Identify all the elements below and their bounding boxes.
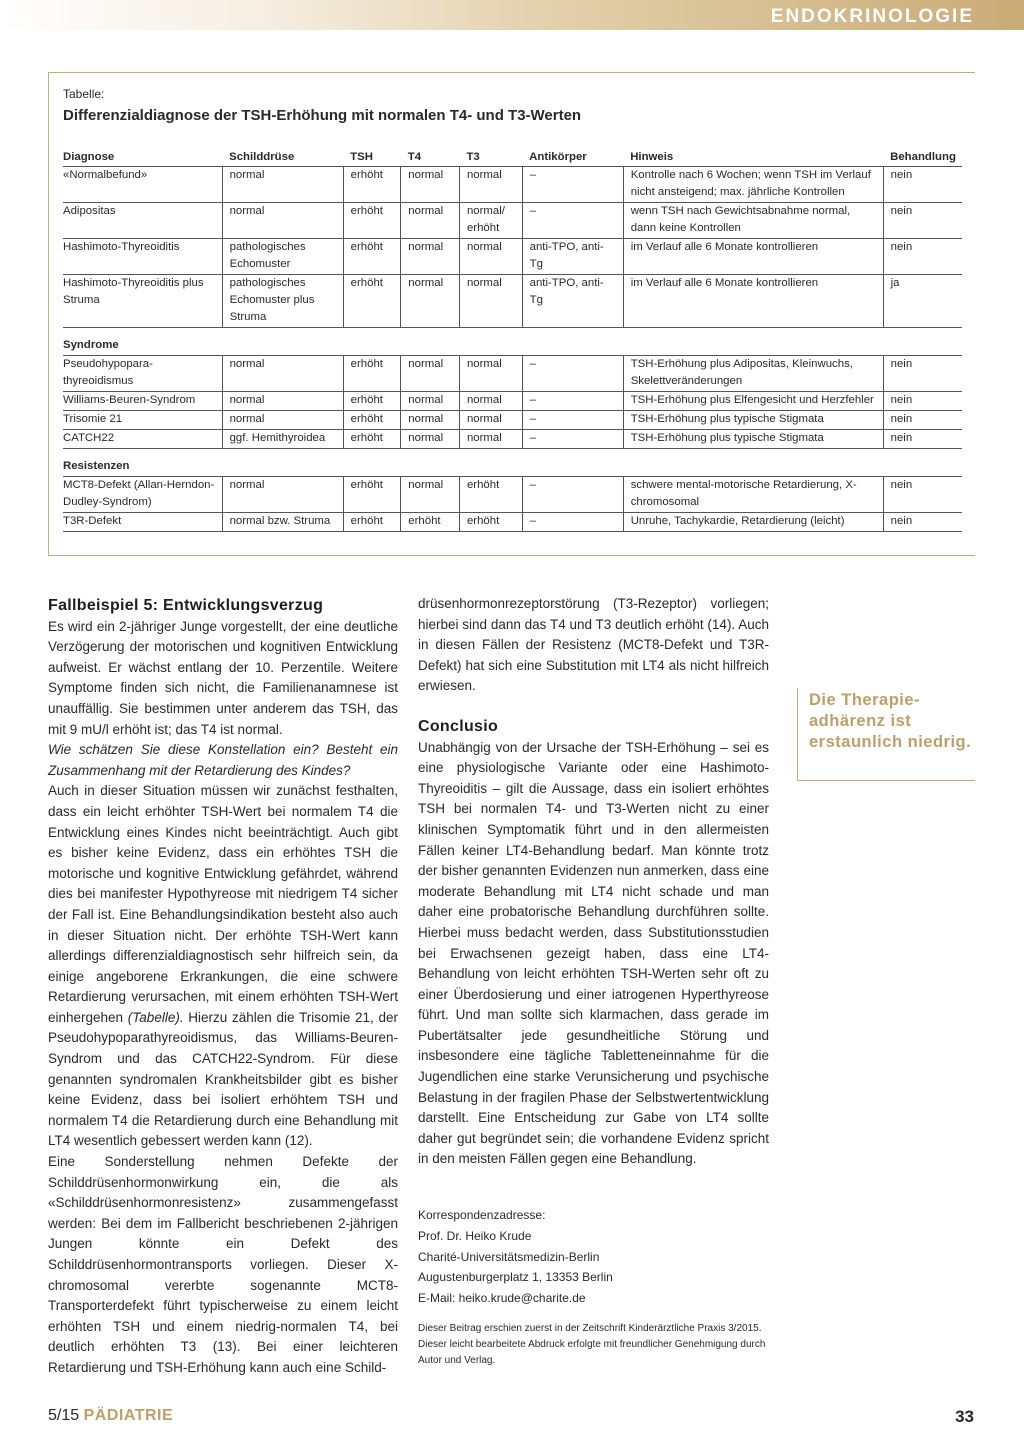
correspondence-email: E-Mail: heiko.krude@charite.de: [418, 1291, 586, 1306]
table-cell: erhöht: [343, 203, 401, 239]
table-cell: TSH-Erhöhung plus Elfengesicht und Herzfehler: [623, 392, 883, 411]
answer-paragraph: [48, 781, 398, 1152]
table-cell: erhöht: [343, 513, 401, 532]
table-cell: erhöht: [343, 477, 401, 513]
footer-journal: [48, 1407, 173, 1425]
table-cell: erhöht: [343, 167, 401, 203]
table-cell: normal: [401, 477, 460, 513]
table-cell: nein: [883, 411, 962, 430]
table-cell: normal: [459, 167, 522, 203]
table-row: [63, 477, 962, 513]
column-header: Hinweis: [623, 149, 883, 167]
table-cell: Unruhe, Tachykardie, Retardierung (leicht): [623, 513, 883, 532]
table-cell: normal: [459, 275, 522, 328]
table-cell: normal: [401, 203, 460, 239]
table-cell: pathologisches Echomuster: [222, 239, 343, 275]
issue-number: 5/15: [48, 1407, 80, 1424]
table-cell: im Verlauf alle 6 Monate kontrollieren: [623, 275, 883, 328]
table-cell: pathologisches Echomuster plus Struma: [222, 275, 343, 328]
table-cell: TSH-Erhöhung plus typische Stigmata: [623, 430, 883, 449]
table-cell: Kontrolle nach 6 Wochen; wenn TSH im Verlauf nicht ansteigend; max. jährliche Kontrollen: [623, 167, 883, 203]
table-row: [63, 203, 962, 239]
column-header: T3: [459, 149, 522, 167]
table-cell: normal: [401, 167, 460, 203]
table-cell: nein: [883, 513, 962, 532]
table-cell: normal: [401, 275, 460, 328]
table-cell: erhöht: [459, 477, 522, 513]
table-cell: ja: [883, 275, 962, 328]
table-cell: erhöht: [343, 411, 401, 430]
answer-text: Auch in dieser Situation müssen wir zunächst festhalten, dass ein leicht erhöhter TSH-Wert bei normalem T4 die Entwicklung eines Kindes nicht beeinträchtigt. Auch gibt es bisher keine Evidenz, dass ein erhöhtes TSH die motorische und kognitive Entwicklung gefährdet, während dies bei manifester Hypothyreose mit niedrigem T4 sicher der Fall ist. Eine Behandlungsindikation besteht also auch in dieser Situation nicht. Der erhöhte TSH-Wert kann allerdings differenzialdiagnostisch sehr hilfreich sein, da einige angeborene Erkrankungen, die eine schwere Retardierung verursachen, mit einem erhöhten TSH-Wert einhergehen: [48, 783, 398, 1025]
column-header: Antikörper: [522, 149, 623, 167]
table-cell: Trisomie 21: [63, 411, 222, 430]
table-cell: –: [522, 203, 623, 239]
table-cell: normal: [401, 430, 460, 449]
table-cell: schwere mental-motorische Retardierung, X-chromosomal: [623, 477, 883, 513]
table-cell: ggf. Hemithyroidea: [222, 430, 343, 449]
table-title: Differenzialdiagnose der TSH-Erhöhung mit normalen T4- und T3-Werten: [63, 107, 582, 124]
table-cell: Williams-Beuren-Syndrom: [63, 392, 222, 411]
table-cell: normal: [222, 167, 343, 203]
table-cell: nein: [883, 430, 962, 449]
table-cell: nein: [883, 356, 962, 392]
table-cell: Hashimoto-Thyreoiditis plus Struma: [63, 275, 222, 328]
table-cell: –: [522, 411, 623, 430]
table-row: [63, 167, 962, 203]
table-cell: normal: [222, 392, 343, 411]
conclusion-heading: Conclusio: [418, 717, 499, 735]
table-cell: erhöht: [343, 275, 401, 328]
table-section-row: [63, 449, 962, 477]
table-cell: «Normalbefund»: [63, 167, 222, 203]
differential-diagnosis-table: [63, 149, 962, 532]
table-cell: normal: [459, 356, 522, 392]
answer-text-cont: Hierzu zählen die Trisomie 21, der Pseudohypoparathyreoidismus, das Williams-Beuren-Syndrom und das CATCH22-Syndrom. Für diese genannten syndromalen Krankheitsbilder gibt es bisher keine Evidenz, dass bei isoliert erhöhtem TSH und normalem T4 die Retardierung durch eine Behandlung mit LT4 wesentlich gebessert werden kann (12).: [48, 1009, 398, 1149]
table-cell: –: [522, 392, 623, 411]
table-cell: normal: [222, 356, 343, 392]
table-cell: –: [522, 513, 623, 532]
correspondence: [418, 1205, 613, 1309]
table-section-row: [63, 328, 962, 356]
table-row: [63, 513, 962, 532]
pull-quote: Die Therapie-adhärenz ist erstaunlich niedrig.: [809, 691, 972, 751]
table-cell: erhöht: [459, 513, 522, 532]
table-cell: CATCH22: [63, 430, 222, 449]
table-cell: T3R-Defekt: [63, 513, 222, 532]
table-cell: erhöht: [343, 356, 401, 392]
table-label: Tabelle:: [63, 87, 105, 101]
table-cell: –: [522, 477, 623, 513]
table-cell: nein: [883, 239, 962, 275]
conclusion-paragraph: Unabhängig von der Ursache der TSH-Erhöhung – sei es eine physiologische Variante oder eine Hashimoto-Thyreoiditis – gilt die Aussage, dass ein isoliert erhöhtes TSH bei normalen T4- und T3-Werten nicht zu einer klinischen Symptomatik führt und in den allermeisten Fällen keiner LT4-Behandlung bedarf. Man könnte trotz der bisher genannten Evidenzen nun anmerken, dass eine moderate Behandlung mit LT4 nicht schade und man daher eine probatorische Behandlung durchführen sollte. Hierbei muss bedacht werden, dass Substitutionsstudien bei Erwachsenen gezeigt haben, dass eine LT4-Behandlung von leicht erhöhten TSH-Werten sehr oft zu einer Überdosierung und einer iatrogenen Hyperthyreose führt. Und man sollte sich klarmachen, dass gerade im Pubertätsalter jede gesundheitliche Störung und insbesondere eine tägliche Tabletteneinnahme für die Jugendlichen eine starke Verunsicherung und psychische Belastung in der fragilen Phase der Selbstwertentwicklung darstellt. Eine Entscheidung zur Gabe von LT4 sollte daher gut begründet sein; die vorhandene Evidenz spricht in den meisten Fällen gegen eine Behandlung.: [418, 739, 769, 1167]
case-paragraph: Es wird ein 2-jähriger Junge vorgestellt, der eine deutliche Verzögerung der motorischen und kognitiven Entwicklung aufweist. Er wächst entlang der 10. Perzentile. Weitere Symptome finden sich nicht, die Familienanamnese ist unauffällig. Sie bestimmen unter anderem das TSH, das mit 9 mU/l erhöht ist; das T4 ist normal.: [48, 618, 398, 737]
table-cell: nein: [883, 203, 962, 239]
correspondence-address: Augustenburgerplatz 1, 13353 Berlin: [418, 1270, 613, 1285]
table-cell: MCT8-Defekt (Allan-Herndon-Dudley-Syndrom): [63, 477, 222, 513]
column-header: TSH: [343, 149, 401, 167]
case-question: Wie schätzen Sie diese Konstellation ein? Besteht ein Zusammenhang mit der Retardierung des Kindes?: [48, 742, 398, 778]
table-row: [63, 392, 962, 411]
table-cell: normal/ erhöht: [459, 203, 522, 239]
reprint-note: Dieser Beitrag erschien zuerst in der Zeitschrift Kinderärztliche Praxis 3/2015. Dieser leicht bearbeitete Abdruck erfolgte mit freundlicher Genehmigung durch Autor und Verlag.: [418, 1323, 766, 1366]
table-cell: normal: [459, 430, 522, 449]
table-cell: wenn TSH nach Gewichtsabnahme normal, dann keine Kontrollen: [623, 203, 883, 239]
correspondence-label: Korrespondenzadresse:: [418, 1208, 546, 1222]
table-cell: normal: [401, 411, 460, 430]
column-header: Diagnose: [63, 149, 222, 167]
table-row: [63, 430, 962, 449]
table-cell: TSH-Erhöhung plus Adipositas, Kleinwuchs, Skelettveränderungen: [623, 356, 883, 392]
table-cell: normal: [401, 392, 460, 411]
table-cell: Pseudohypopara- thyreoidismus: [63, 356, 222, 392]
table-cell: Hashimoto-Thyreoiditis: [63, 239, 222, 275]
table-cell: erhöht: [343, 430, 401, 449]
section-title: ENDOKRINOLOGIE: [770, 6, 974, 27]
case-heading: Fallbeispiel 5: Entwicklungsverzug: [48, 597, 324, 614]
resistance-paragraph: Eine Sonderstellung nehmen Defekte der Schilddrüsenhormonwirkung ein, die als «Schilddrüsenhormonresistenz» zusammengefasst werden: Bei dem im Fallbericht beschriebenen 2-jährigen Jungen könnte ein Defekt des Schilddrüsenhormontransports vorliegen. Dieser X-chromosomal vererbte sogenannte MCT8-Transporterdefekt führt typischerweise zu einem leicht erhöhten TSH und einem niedrig-normalen T4, bei deutlich erhöhten T3 (13). Bei einer leichteren Retardierung und TSH-Erhöhung kann auch eine Schild-: [48, 1154, 398, 1375]
column-middle: [418, 594, 769, 1170]
continuation-paragraph: drüsenhormonrezeptorstörung (T3-Rezeptor) vorliegen; hierbei sind dann das T4 und T3 deutlich erhöht (14). Auch in diesen Fällen der Resistenz (MCT8-Defekt und T3R-Defekt) hat sich eine Substitution mit LT4 als nicht hilfreich erwiesen.: [418, 596, 769, 694]
column-header: Schilddrüse: [222, 149, 343, 167]
table-cell: nein: [883, 477, 962, 513]
table-section-heading: Resistenzen: [63, 449, 962, 477]
table-cell: normal: [222, 411, 343, 430]
table-cell: Adipositas: [63, 203, 222, 239]
column-left: [48, 596, 398, 1379]
table-cell: normal: [459, 411, 522, 430]
table-cell: nein: [883, 392, 962, 411]
page-number: 33: [955, 1407, 974, 1426]
table-body: [63, 167, 962, 532]
table-cell: nein: [883, 167, 962, 203]
table-cell: TSH-Erhöhung plus typische Stigmata: [623, 411, 883, 430]
table-box: [48, 72, 975, 556]
table-cell: –: [522, 430, 623, 449]
table-row: [63, 239, 962, 275]
table-cell: normal: [222, 477, 343, 513]
table-cell: –: [522, 356, 623, 392]
pull-quote-box: [797, 688, 975, 781]
table-cell: normal: [401, 239, 460, 275]
table-cell: –: [522, 167, 623, 203]
table-header-row: [63, 149, 962, 167]
table-cell: anti-TPO, anti-Tg: [522, 275, 623, 328]
table-cell: im Verlauf alle 6 Monate kontrollieren: [623, 239, 883, 275]
journal-name: PÄDIATRIE: [83, 1407, 174, 1424]
correspondence-name: Prof. Dr. Heiko Krude: [418, 1228, 532, 1243]
table-cell: normal: [222, 203, 343, 239]
table-cell: normal: [459, 392, 522, 411]
table-row: [63, 275, 962, 328]
table-cell: normal: [401, 356, 460, 392]
table-cell: normal: [459, 239, 522, 275]
correspondence-institution: Charité-Universitätsmedizin-Berlin: [418, 1249, 600, 1264]
table-cell: erhöht: [343, 239, 401, 275]
table-cell: erhöht: [343, 392, 401, 411]
table-section-heading: Syndrome: [63, 328, 962, 356]
table-cell: erhöht: [401, 513, 460, 532]
table-row: [63, 356, 962, 392]
table-reference: (Tabelle).: [127, 1009, 184, 1025]
column-header: Behandlung: [883, 149, 962, 167]
section-banner: [0, 0, 1024, 30]
column-header: T4: [401, 149, 460, 167]
table-cell: anti-TPO, anti-Tg: [522, 239, 623, 275]
table-row: [63, 411, 962, 430]
table-cell: normal bzw. Struma: [222, 513, 343, 532]
